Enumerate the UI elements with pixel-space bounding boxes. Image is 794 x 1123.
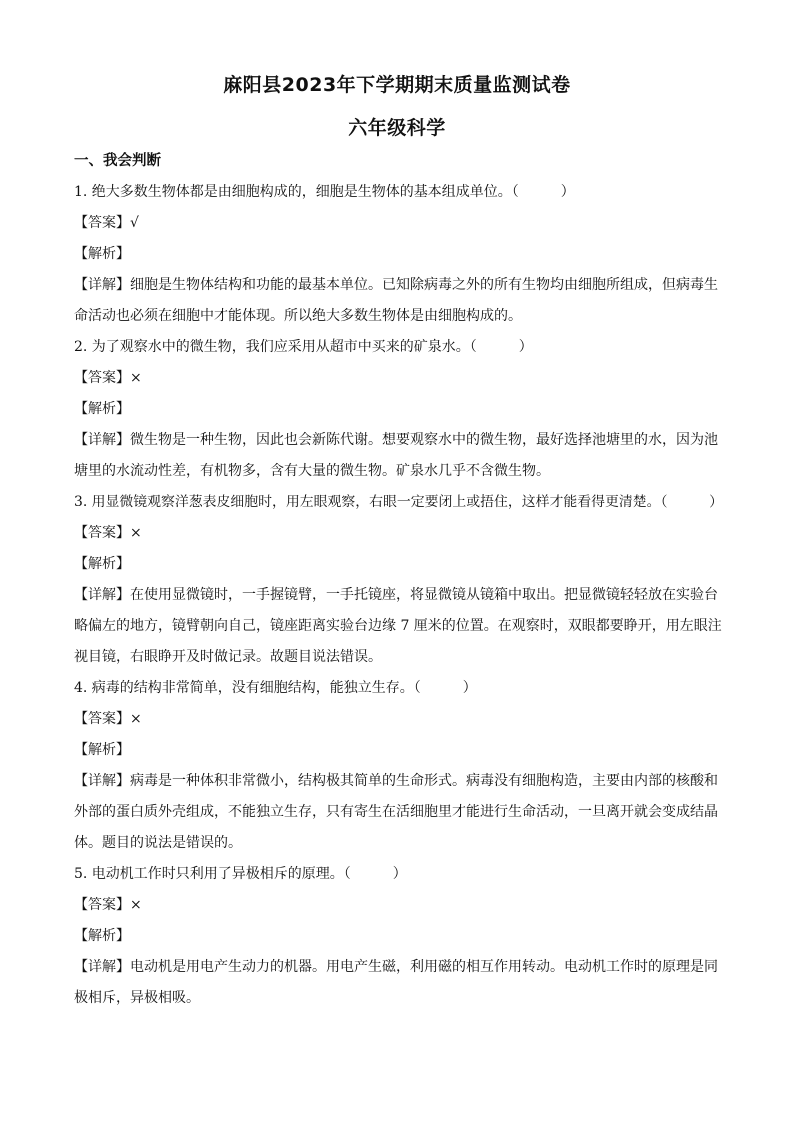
answer-line — [74, 704, 724, 735]
answer-label: 【答案】 — [74, 215, 130, 231]
answer-value: × — [130, 711, 142, 727]
detail-text: 电动机是用电产生动力的机器。用电产生磁，利用磁的相互作用转动。电动机工作时的原理是同 — [130, 959, 718, 975]
detail-line: 视目镜，右眼睁开及时做记录。故题目说法错误。 — [74, 649, 382, 665]
detail-text: 微生物是一种生物，因此也会新陈代谢。想要观察水中的微生物，最好选择池塘里的水，因为池 — [130, 432, 718, 448]
analysis-label: 【解析】 — [74, 556, 130, 572]
detail-line — [74, 270, 724, 301]
analysis-label: 【解析】 — [74, 246, 130, 262]
analysis-label: 【解析】 — [74, 928, 130, 944]
answer-line — [74, 518, 724, 549]
answer-label: 【答案】 — [74, 711, 130, 727]
detail-line: 命活动也必须在细胞中才能体现。所以绝大多数生物体是由细胞构成的。 — [74, 308, 522, 324]
detail-line: 体。题目的说法是错误的。 — [74, 835, 242, 851]
detail-label: 【详解】 — [74, 773, 130, 789]
detail-line: 极相斥，异极相吸。 — [74, 990, 200, 1006]
question-text: 3. 用显微镜观察洋葱表皮细胞时，用左眼观察，右眼一定要闭上或捂住，这样才能看得更清楚。（ ） — [74, 494, 723, 510]
detail-label: 【详解】 — [74, 277, 130, 293]
answer-label: 【答案】 — [74, 897, 130, 913]
document-subtitle: 六年级科学 — [348, 117, 446, 139]
answer-value: × — [130, 525, 142, 541]
answer-line — [74, 890, 724, 921]
detail-label: 【详解】 — [74, 432, 130, 448]
answer-value: √ — [130, 215, 139, 231]
question-text: 5. 电动机工作时只利用了异极相斥的原理。（ ） — [74, 866, 407, 882]
answer-value: × — [130, 897, 142, 913]
detail-line — [74, 425, 724, 456]
detail-line — [74, 952, 724, 983]
detail-line: 略偏左的地方，镜臂朝向自己，镜座距离实验台边缘 7 厘米的位置。在观察时，双眼都要睁开，用左眼注 — [74, 618, 722, 634]
question-block-1 — [74, 177, 724, 332]
question-block-3 — [74, 487, 724, 673]
document-body — [74, 146, 724, 1014]
answer-label: 【答案】 — [74, 525, 130, 541]
answer-value: × — [130, 370, 142, 386]
question-text: 2. 为了观察水中的微生物，我们应采用从超市中买来的矿泉水。（ ） — [74, 339, 533, 355]
question-block-4 — [74, 673, 724, 859]
question-block-2 — [74, 332, 724, 487]
analysis-label: 【解析】 — [74, 401, 130, 417]
question-text: 4. 病毒的结构非常简单，没有细胞结构，能独立生存。（ ） — [74, 680, 477, 696]
detail-text: 在使用显微镜时，一手握镜臂，一手托镜座，将显微镜从镜箱中取出。把显微镜轻轻放在实验台 — [130, 587, 718, 603]
detail-text: 细胞是生物体结构和功能的最基本单位。已知除病毒之外的所有生物均由细胞所组成，但病毒生 — [130, 277, 718, 293]
detail-line: 塘里的水流动性差，有机物多，含有大量的微生物。矿泉水几乎不含微生物。 — [74, 463, 550, 479]
answer-label: 【答案】 — [74, 370, 130, 386]
document-title: 麻阳县2023年下学期期末质量监测试卷 — [223, 74, 571, 96]
detail-text: 病毒是一种体积非常微小，结构极其简单的生命形式。病毒没有细胞构造，主要由内部的核酸和 — [130, 773, 718, 789]
question-block-5 — [74, 859, 724, 1014]
answer-line — [74, 208, 724, 239]
detail-label: 【详解】 — [74, 587, 130, 603]
section-heading: 一、我会判断 — [74, 153, 161, 169]
detail-line — [74, 580, 724, 611]
question-text: 1. 绝大多数生物体都是由细胞构成的，细胞是生物体的基本组成单位。（ ） — [74, 184, 575, 200]
detail-line: 外部的蛋白质外壳组成，不能独立生存，只有寄生在活细胞里才能进行生命活动，一旦离开就会变成结晶 — [74, 804, 718, 820]
analysis-label: 【解析】 — [74, 742, 130, 758]
detail-line — [74, 766, 724, 797]
answer-line — [74, 363, 724, 394]
detail-label: 【详解】 — [74, 959, 130, 975]
